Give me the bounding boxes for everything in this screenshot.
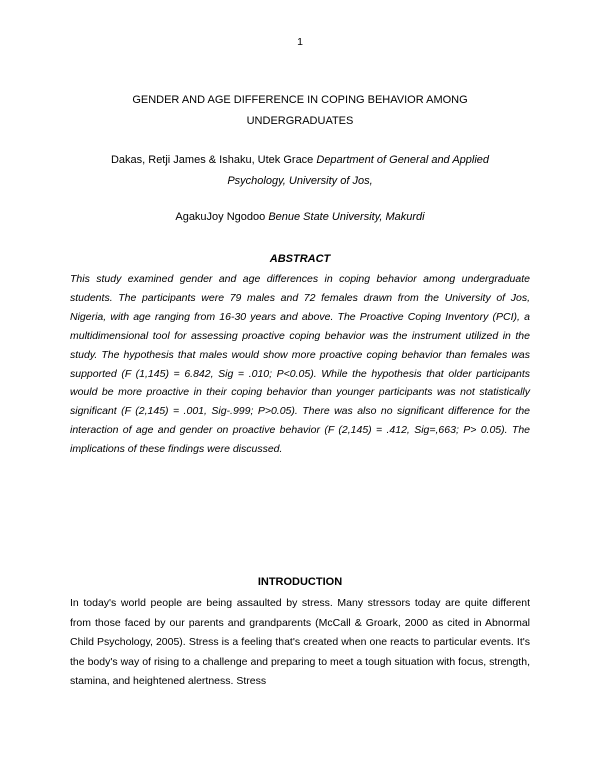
abstract-text: This study examined gender and age differences in coping behavior among undergraduate students. The participants were 79 males and 72 females drawn from the University of Jos, Nigeria, with age ranging from 16-30 years and above. The Proactive Coping Inventory (PCI), a multidimensional tool for assessing proactive coping behavior was the instrument utilized in the study. The hypothesis that males would show more proactive coping behavior than females was supported (F (1,145) = 6.842, Sig = .010; P<0.05). While the hypothesis that older participants would be more proactive in their coping behavior than younger participants was not statistically significant (F (2,145) = .001, Sig-.999; P>0.05). There was also no significant difference for the interaction of age and gender on proactive behavior (F (2,145) = .412, Sig=,663; P> 0.05). The implications of these findings were discussed. xyxy=(70,273,530,456)
author-block-secondary xyxy=(70,207,530,228)
introduction-text: In today's world people are being assaulted by stress. Many stressors today are quite different from those faced by our parents and grandparents (McCall & Groark, 2000 as cited in Abnormal Child Psychology, 2005). Stress is a feeling that's created when one reacts to particular events. It's the body's way of rising to a challenge and preparing to meet a tough situation with focus, strength, stamina, and heightened alertness. Stress xyxy=(70,597,530,688)
second-author-affiliation: Benue State University, Makurdi xyxy=(268,211,425,223)
introduction-heading: INTRODUCTION xyxy=(257,576,343,588)
author-affiliation: Department of General and Applied xyxy=(316,154,490,166)
paper-title-line-1: GENDER AND AGE DIFFERENCE IN COPING BEHAVIOR AMONG xyxy=(132,94,468,106)
author-affiliation-continued: Psychology, University of Jos, xyxy=(227,175,373,187)
abstract-heading: ABSTRACT xyxy=(269,253,331,265)
second-author-name: AgakuJoy Ngodoo xyxy=(175,211,269,223)
paper-title xyxy=(70,90,530,132)
author-line-1 xyxy=(70,150,530,171)
author-block-primary xyxy=(70,150,530,192)
page-number: 1 xyxy=(297,36,303,48)
paper-title-line-2: UNDERGRADUATES xyxy=(246,115,354,127)
author-names: Dakas, Retji James & Ishaku, Utek Grace xyxy=(110,154,317,166)
